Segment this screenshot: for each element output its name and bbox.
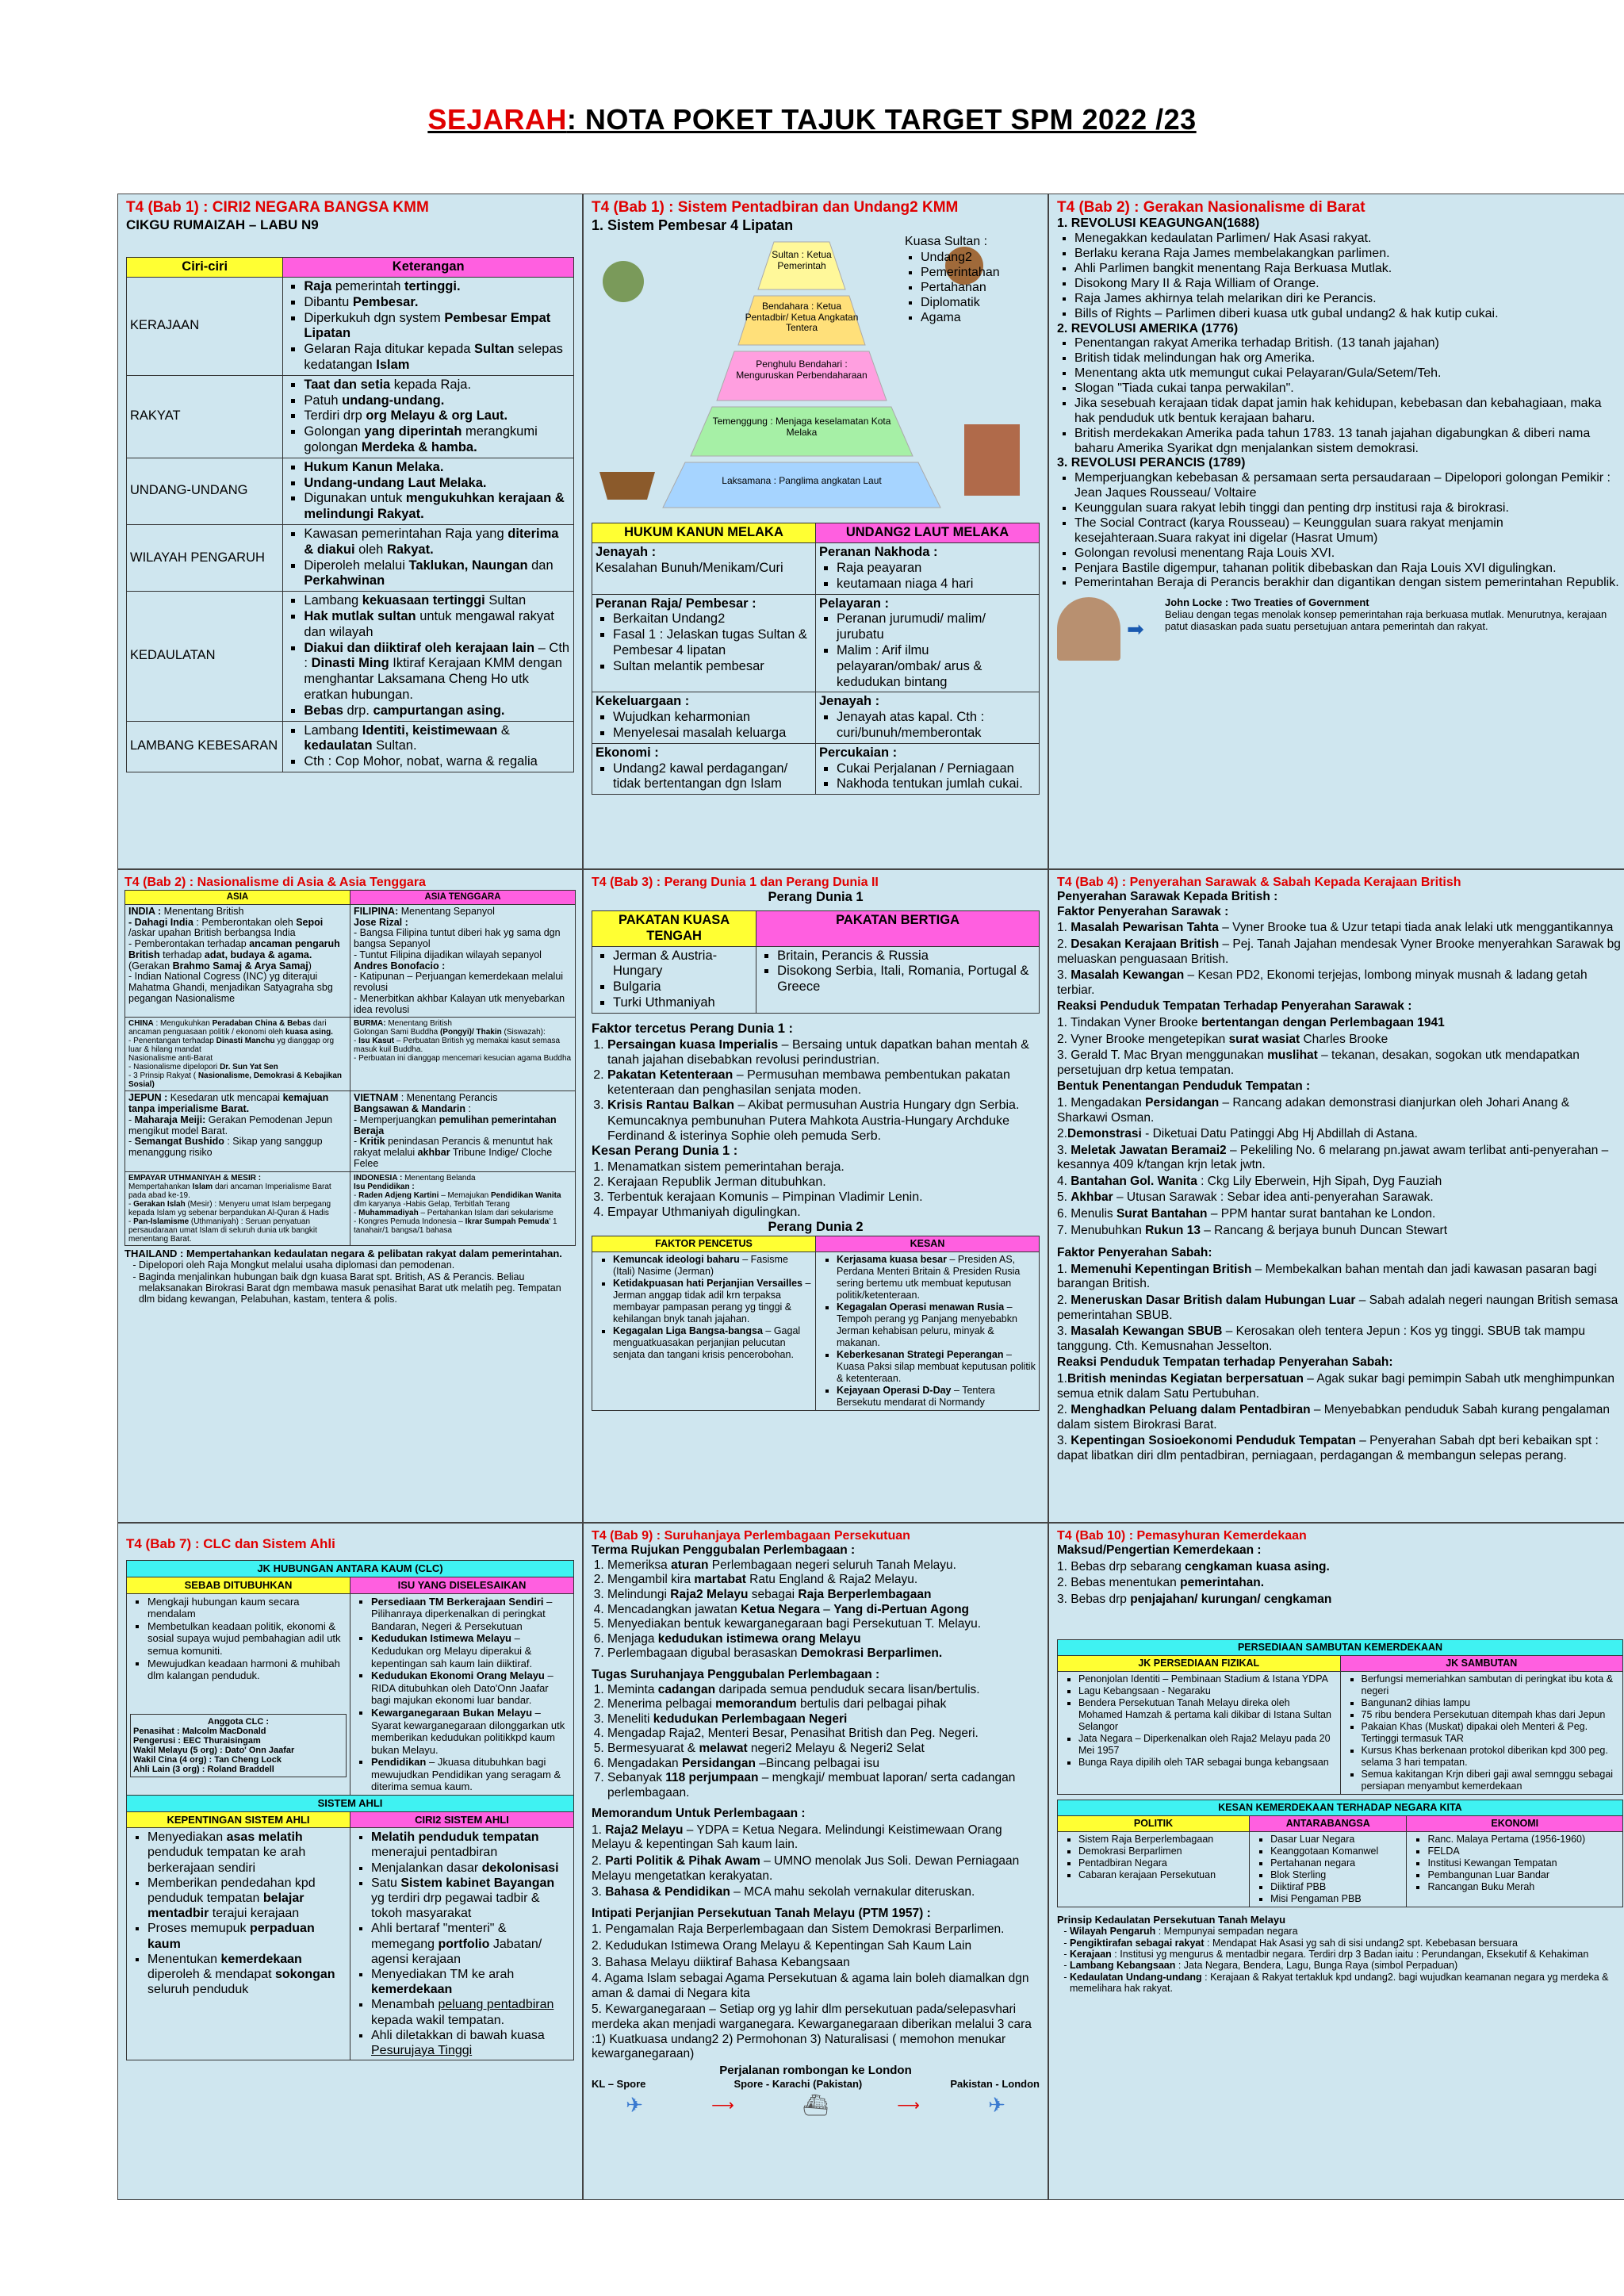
plane-icon: ✈	[988, 2093, 1005, 2118]
section-heading: T4 (Bab 3) : Perang Dunia 1 dan Perang Dunia II	[592, 876, 879, 889]
pyramid-label: Sultan : Ketua Pemerintah	[772, 249, 832, 271]
pyramid-label: Temenggung : Menjaga keselamatan Kota Melaka	[712, 416, 891, 438]
cell-perang-dunia: T4 (Bab 3) : Perang Dunia 1 dan Perang Dunia II Perang Dunia 1 PAKATAN KUASA TENGAH PAKATAN BERTIGA ▪ Jerman & Austria-Hungary ▪ Bulgaria ▪ Turki Uthmaniyah ▪ Britain, Perancis & Russia ▪ Disokong Serbia, Itali, Romania, Portugal & Greece Faktor tercetus Perang Dunia 1 : 1. Persaingan kuasa Imperialis – Bersaing untuk dapatkan bahan mentah & tanah jajahan disebabkan revolusi perindustrian. 2. Pakatan Ketenteraan – Permusuhan membawa pembentukan pakatan ketenteraan dan penghasilan senjata moden. 3. Krisis Rantau Balkan – Akibat permusuhan Austria Hungary dgn Serbia. Kemuncaknya pembunuhan Putera Mahkota Austria-Hungary Archduke Ferdinand & isterinya Sophie oleh pemuda Serb. Kesan Perang Dunia 1 : 1. Menamatkan sistem pemerintahan beraja. 2. Kerajaan Republik Jerman ditubuhkan. 3. Terbentuk kerajaan Komunis – Pimpinan Vladimir Lenin. 4. Empayar Uthmaniyah digulingkan. Perang Dunia 2 FAKTOR PENCETUS KESAN ▪ Kemuncak ideologi baharu – Fasisme (Itali) Nasime (Jerman) ▪ Ketidakpuasan hati Perjanjian Versailles – Jerman anggap tidak adil krn terpaksa membayar pampasan perang yg tinggi & kehilangan bnyk tanah jajahan. ▪ Kegagalan Liga Bangsa-bangsa – Gagal menguatkuasakan perjanjian pelucutan senjata dan tangani krisis pencerobohan. ▪ Kerjasama kuasa besar – Presiden AS, Perdana Menteri Britain & Presiden Rusia sering bertemu utk membuat keputusan politik/ketenteraan. ▪ Kegagalan Operasi menawan Rusia – Tempoh perang yg Panjang menyebabkn Jerman kehabisan peluru, minyak & makanan. ▪ Keberkesanan Strategi Peperangan – Kuasa Paksi silap membuat keputusan politik & ketenteraan. ▪ Kejayaan Operasi D-Day – Tentera Bersekutu mendarat di Normandy	[583, 869, 1048, 1523]
cell-nasionalisme-asia: T4 (Bab 2) : Nasionalisme di Asia & Asia Tenggara ASIA ASIA TENGGARA INDIA : Menentang British - Dahagi India : Pemberontakan oleh Sepoi /askar upahan British berbangsa India - Pemberontakan terhadap ancaman pengaruh British terhadap adat, budaya & agama. (Gerakan Brahmo Samaj & Arya Samaj) - Indian National Cogress (INC) yg diterajui Mahatma Ghandi, menjadikan Satyagraha sbg pegangan Nasionalisme FILIPINA: Menentang Sepanyol Jose Rizal : - Bangsa Filipina tuntut diberi hak yg sama dgn bangsa Sepanyol - Tuntut Filipina dijadikan wilayah sepanyol Andres Bonofacio : - Katipunan – Perjuangan kemerdekaan melalui revolusi - Menerbitkan akhbar Kalayan utk menyebarkan idea revolusi CHINA : Mengukuhkan Peradaban China & Bebas dari ancaman penguasaan politik / ekonomi oleh kuasa asing. - Penentangan terhadap Dinasti Manchu yg dianggap org luar & hilang mandat Nasionalisme anti-Barat - Nasionalisme dipelopori Dr. Sun Yat Sen - 3 Prinsip Rakyat ( Nasionalisme, Demokrasi & Kebajikan Sosial) BURMA: Menentang British Golongan Sami Buddha (Pongyi)/ Thakin (Siswazah): - Isu Kasut – Perbuatan British yg memakai kasut semasa masuk kuil Buddha. - Perbuatan ini dianggap mencemari kesucian agama Buddha JEPUN : Kesedaran utk mencapai kemajuan tanpa imperialisme Barat. - Maharaja Meiji: Gerakan Pemodenan Jepun mengikut model Barat. - Semangat Bushido : Sikap yang sanggup menanggung risiko VIETNAM : Menentang Perancis Bangsawan & Mandarin : - Memperjuangkan pemulihan pemerintahan Beraja - Kritik penindasan Perancis & menuntut hak rakyat melalui akhbar Tribune Indige/ Cloche Felee EMPAYAR UTHMANIYAH & MESIR : Mempertahankan Islam dari ancaman Imperialisme Barat pada abad ke-19. - Gerakan Islah (Mesir) : Menyeru umat Islam berpegang kepada Islam yg sebenar berpandukan Al-Quran & Hadis - Pan-Islamisme (Uthmaniyah) : Seruan penyatuan persaudaraan umat Islam di seluruh dunia utk bangkit menentang Barat. INDONESIA : Menentang Belanda Isu Pendidikan : - Raden Adjeng Kartini – Memajukan Pendidikan Wanita dlm karyanya -Habis Gelap, Terbitlah Terang - Muhammadiyah – Pertahankan Islam dari sekularisme - Kongres Pemuda Indonesia – Ikrar Sumpah Pemuda' 1 tanahair/1 bangsa/1 bahasa THAILAND : Mempertahankan kedaulatan negara & pelibatan rakyat dalam pemerintahan. - Dipelopori oleh Raja Mongkut melalui usaha diplomasi dan pemodenan. - Baginda menjalinkan hubungan baik dgn kuasa Barat spt. British, AS & Perancis. Beliau melaksanakan Birokrasi Barat dgn membawa masuk penasihat Barat utk melatih peg. Tempatan dlm bidang kewangan, Pelabuhan, kastam, tentera & polis.	[117, 869, 583, 1523]
pd2-table: FAKTOR PENCETUS KESAN ▪ Kemuncak ideologi baharu – Fasisme (Itali) Nasime (Jerman) ▪ Ketidakpuasan hati Perjanjian Versailles – Jerman anggap tidak adil krn terpaksa membayar pampasan perang yg tinggi & kehilangan bnyk tanah jajahan. ▪ Kegagalan Liga Bangsa-bangsa – Gagal menguatkuasakan perjanjian pelucutan senjata dan tangani krisis pencerobohan. ▪ Kerjasama kuasa besar – Presiden AS, Perdana Menteri Britain & Presiden Rusia sering bertemu utk membuat keputusan politik/ketenteraan. ▪ Kegagalan Operasi menawan Rusia – Tempoh perang yg Panjang menyebabkn Jerman kehabisan peluru, minyak & makanan. ▪ Keberkesanan Strategi Peperangan – Kuasa Paksi silap membuat keputusan politik & ketenteraan. ▪ Kejayaan Operasi D-Day – Tentera Bersekutu mendarat di Normandy	[592, 1236, 1040, 1411]
cell-nasionalisme-barat: T4 (Bab 2) : Gerakan Nasionalisme di Barat 1. REVOLUSI KEAGUNGAN(1688) ▪ Menegakkan kedaulatan Parlimen/ Hak Asasi rakyat. ▪ Berlaku kerana Raja James membelakangkan parlimen. ▪ Ahli Parlimen bangkit menentang Raja Berkuasa Mutlak. ▪ Disokong Mary II & Raja William of Orange. ▪ Raja James akhirnya telah melarikan diri ke Perancis. ▪ Bills of Rights – Parlimen diberi kuasa utk gubal undang2 & hak kutip cukai. 2. REVOLUSI AMERIKA (1776) ▪ Penentangan rakyat Amerika terhadap British. (13 tanah jajahan) ▪ British tidak melindungan hak org Amerika. ▪ Menentang akta utk memungut cukai Pelayaran/Gula/Setem/Teh. ▪ Slogan "Tiada cukai tanpa perwakilan". ▪ Jika sesebuah kerajaan tidak dapat jamin hak kehidupan, kebebasan dan kebahagiaan, maka hak penduduk utk bentuk kerajaan baharu. ▪ British merdekakan Amerika pada tahun 1783. 13 tanah jajahan digabungkan & diberi nama baharu Amerika Syarikat dgn menjalankan sistem demokrasi. 3. REVOLUSI PERANCIS (1789) ▪ Memperjuangkan kebebasan & persamaan serta persaudaraan – Dipelopori golongan Pemikir : Jean Jaques Rousseau/ Voltaire ▪ Keunggulan suara rakyat lebih tinggi dan penting drp institusi raja & birokrasi. ▪ The Social Contract (karya Rousseau) – Keunggulan suara rakyat menjamin kesejahteraan.Suara rakyat ini digelar (Hasrat Umum) ▪ Golongan revolusi menentang Raja Louis XVI. ▪ Penjara Bastile digempur, tahanan politik dibebaskan dan Raja Louis XVI digulingkan. ▪ Pemerintahan Beraja di Perancis berakhir dan digantikan dengan sistem pemerintahan Republik. ➡ John Locke : Two Treaties of Government Beliau dengan tegas menolak konsep pemerintahan raja berkuasa mutlak. Menurutnya, kerajaan patut diasaskan pada suatu persetujuan antara pemerintah dan rakyat.	[1048, 194, 1624, 869]
pakatan-table: PAKATAN KUASA TENGAH PAKATAN BERTIGA ▪ Jerman & Austria-Hungary ▪ Bulgaria ▪ Turki Uthmaniyah ▪ Britain, Perancis & Russia ▪ Disokong Serbia, Itali, Romania, Portugal & Greece	[592, 910, 1040, 1014]
ship-icon: ⛴	[802, 2093, 829, 2118]
pyramid-label: Penghulu Bendahari : Menguruskan Perbendaharaan	[736, 358, 868, 381]
notes-grid	[117, 194, 1624, 2200]
castle-icon	[964, 424, 1020, 496]
persediaan-table: PERSEDIAAN SAMBUTAN KEMERDEKAAN JK PERSEDIAAN FIZIKAL JK SAMBUTAN ▪ Penonjolan Identiti – Pembinaan Stadium & Istana YDPA ▪ Lagu Kebangsaan - Negaraku ▪ Bendera Persekutuan Tanah Melayu direka oleh Mohamed Hamzah & pertama kali dikibar di Istana Sultan Selangor ▪ Jata Negara – Diperkenalkan oleh Raja2 Melayu pada 20 Mei 1957 ▪ Bunga Raya dipilih oleh TAR sebagai bunga kebangsaan ▪ Berfungsi memeriahkan sambutan di peringkat ibu kota & negeri ▪ Bangunan2 dihias lampu ▪ 75 ribu bendera Persekutuan ditempah khas dari Jepun ▪ Pakaian Khas (Muskat) dipakai oleh Menteri & Peg. Tertinggi termasuk TAR ▪ Kursus Khas berkenaan protokol diberikan kpd 300 peg. selama 3 hari tempatan. ▪ Semua kakitangan Krjn diberi gaji awal semnggu sebagai persiapan menyambut kemerdekaan	[1057, 1639, 1623, 1795]
pyramid-label: Laksamana : Panglima angkatan Laut	[722, 475, 882, 487]
asia-table: ASIA ASIA TENGGARA INDIA : Menentang British - Dahagi India : Pemberontakan oleh Sepoi /askar upahan British berbangsa India - Pemberontakan terhadap ancaman pengaruh British terhadap adat, budaya & agama. (Gerakan Brahmo Samaj & Arya Samaj) - Indian National Cogress (INC) yg diterajui Mahatma Ghandi, menjadikan Satyagraha sbg pegangan Nasionalisme FILIPINA: Menentang Sepanyol Jose Rizal : - Bangsa Filipina tuntut diberi hak yg sama dgn bangsa Sepanyol - Tuntut Filipina dijadikan wilayah sepanyol Andres Bonofacio : - Katipunan – Perjuangan kemerdekaan melalui revolusi - Menerbitkan akhbar Kalayan utk menyebarkan idea revolusi CHINA : Mengukuhkan Peradaban China & Bebas dari ancaman penguasaan politik / ekonomi oleh kuasa asing. - Penentangan terhadap Dinasti Manchu yg dianggap org luar & hilang mandat Nasionalisme anti-Barat - Nasionalisme dipelopori Dr. Sun Yat Sen - 3 Prinsip Rakyat ( Nasionalisme, Demokrasi & Kebajikan Sosial) BURMA: Menentang British Golongan Sami Buddha (Pongyi)/ Thakin (Siswazah): - Isu Kasut – Perbuatan British yg memakai kasut semasa masuk kuil Buddha. - Perbuatan ini dianggap mencemari kesucian agama Buddha JEPUN : Kesedaran utk mencapai kemajuan tanpa imperialisme Barat. - Maharaja Meiji: Gerakan Pemodenan Jepun mengikut model Barat. - Semangat Bushido : Sikap yang sanggup menanggung risiko VIETNAM : Menentang Perancis Bangsawan & Mandarin : - Memperjuangkan pemulihan pemerintahan Beraja - Kritik penindasan Perancis & menuntut hak rakyat melalui akhbar Tribune Indige/ Cloche Felee EMPAYAR UTHMANIYAH & MESIR : Mempertahankan Islam dari ancaman Imperialisme Barat pada abad ke-19. - Gerakan Islah (Mesir) : Menyeru umat Islam berpegang kepada Islam yg sebenar berpandukan Al-Quran & Hadis - Pan-Islamisme (Uthmaniyah) : Seruan penyatuan persaudaraan umat Islam di seluruh dunia utk bangkit menentang Barat. INDONESIA : Menentang Belanda Isu Pendidikan : - Raden Adjeng Kartini – Memajukan Pendidikan Wanita dlm karyanya -Habis Gelap, Terbitlah Terang - Muhammadiyah – Pertahankan Islam dari sekularisme - Kongres Pemuda Indonesia – Ikrar Sumpah Pemuda' 1 tanahair/1 bangsa/1 bahasa	[124, 890, 576, 1245]
page-title: SEJARAH: NOTA POKET TAJUK TARGET SPM 2022 /23	[427, 103, 1197, 136]
john-locke-box: ➡ John Locke : Two Treaties of Government Beliau dengan tegas menolak konsep pemerintahan raja berkuasa mutlak. Menurutnya, kerajaan patut diasaskan pada suatu persetujuan antara pemerintah dan rakyat.	[1057, 597, 1623, 661]
cell-sarawak-sabah: T4 (Bab 4) : Penyerahan Sarawak & Sabah Kepada Kerajaan British Penyerahan Sarawak Kepada British : Faktor Penyerahan Sarawak : 1. Masalah Pewarisan Tahta – Vyner Brooke tua & Uzur tetapi tiada anak lelaki utk menggantikannya 2. Desakan Kerajaan British – Pej. Tanah Jajahan mendesak Vyner Brooke menyerahkan Sarawak bg meluaskan penguasaan British. 3. Masalah Kewangan – Kesan PD2, Ekonomi terjejas, lombong minyak musnah & ladang getah terbiar. Reaksi Penduduk Tempatan Terhadap Penyerahan Sarawak : 1. Tindakan Vyner Brooke bertentangan dengan Perlembagaan 1941 2. Vyner Brooke mengetepikan surat wasiat Charles Brooke 3. Gerald T. Mac Bryan menggunakan muslihat – tekanan, desakan, sogokan utk mendapatkan persetujuan drp ketua tempatan. Bentuk Penentangan Penduduk Tempatan : 1. Mengadakan Persidangan – Rancang adakan demonstrasi dianjurkan oleh Johari Anang & Sharkawi Osman. 2.Demonstrasi - Diketuai Datu Patinggi Abg Hj Abdillah di Astana. 3. Meletak Jawatan Beramai2 – Pekeliling No. 6 melarang pn.jawat awam terlibat anti-penyerahan – kesannya 409 k/tangan krjn letak jwtn. 4. Bantahan Gol. Wanita : Ckg Lily Eberwein, Hjh Sipah, Dyg Fauziah 5. Akhbar – Utusan Sarawak : Sebar idea anti-penyerahan Sarawak. 6. Menulis Surat Bantahan – PPM hantar surat bantahan ke London. 7. Menubuhkan Rukun 13 – Rancang & berjaya bunuh Duncan Stewart Faktor Penyerahan Sabah: 1. Memenuhi Kepentingan British – Membekalkan bahan mentah dan jadi kawasan pasaran bagi barangan British. 2. Meneruskan Dasar British dalam Hubungan Luar – Sabah adalah negeri naungan British semasa pemerintahan SBUB. 3. Masalah Kewangan SBUB – Kerosakan oleh tentera Jepun : Kos yg tinggi. SBUB tak mampu tanggung. Cth. Kemusnahan Jesselton. Reaksi Penduduk Tempatan terhadap Penyerahan Sabah: 1.British menindas Kegiatan berpersatuan – Agak sukar bagi pemimpin Sabah utk menghimpunkan semua etnik dalam Satu Pertubuhan. 2. Menghadkan Peluang dalam Pentadbiran – Menyebabkan penduduk Sabah kurang pengalaman dalam sistem Birokrasi Barat. 3. Kepentingan Sosioekonomi Penduduk Tempatan – Penyerahan Sabah dpt beri kebaikan spt : dapat libatkan diri dlm pentadbiran, perniagaan, perdagangan & membangun selepas perang.	[1048, 869, 1624, 1523]
pyramid-label: Bendahara : Ketua Pentadbir/ Ketua Angkatan Tentera	[745, 301, 859, 333]
ship-icon	[599, 472, 655, 500]
journey-icons	[592, 2093, 1040, 2118]
cell-ciri-negara-bangsa	[117, 194, 583, 869]
section-heading: T4 (Bab 10) : Pemasyhuran Kemerdekaan	[1057, 1529, 1307, 1543]
arrow-right-icon: ⟶	[711, 2096, 734, 2114]
clc-table: JK HUBUNGAN ANTARA KAUM (CLC) SEBAB DITUBUHKAN ISU YANG DISELESAIKAN ▪ Mengkaji hubungan kaum secara mendalam ▪ Membetulkan keadaan politik, ekonomi & sosial supaya wujud pembahagian adil utk semua komuniti. ▪ Mewujudkan keadaan harmoni & muhibah dlm kalangan penduduk. Anggota CLC : Penasihat : Malcolm MacDonald Pengerusi : EEC Thuraisingam Wakil Melayu (5 org) : Dato' Onn Jaafar Wakil Cina (4 org) : Tan Cheng Lock Ahli Lain (3 org) : Roland Braddell ▪ Persediaan TM Berkerajaan Sendiri – Pilihanraya diperkenalkan di peringkat Bandaran, Negeri & Persekutuan ▪ Kedudukan Istimewa Melayu – Kedudukan org Melayu diperakui & kepentingan sah kaum lain diiktiraf. ▪ Kedudukan Ekonomi Orang Melayu – RIDA ditubuhkan oleh Dato'Onn Jaafar bagi majukan ekonomi luar bandar. ▪ Kewarganegaraan Bukan Melayu – Syarat kewarganegaraan dilonggarkan utk memberikan kedudukan politikkpd kaum bukan Melayu. ▪ Pendidikan – Jkuasa ditubuhkan bagi mewujudkan Pendidikan yang seragam & diterima semua kaum. SISTEM AHLI KEPENTINGAN SISTEM AHLI CIRI2 SISTEM AHLI ▪ Menyediakan asas melatih penduduk tempatan ke arah berkerajaan sendiri ▪ Memberikan pendedahan kpd penduduk tempatan belajar mentadbir terajui kerajaan ▪ Proses memupuk perpaduan kaum ▪ Menentukan kemerdekaan diperoleh & mendapat sokongan seluruh penduduk ▪ Melatih penduduk tempatan menerajui pentadbiran ▪ Menjalankan dasar dekolonisasi ▪ Satu Sistem kabinet Bayangan yg terdiri drp pegawai tadbir & tokoh masyarakat ▪ Ahli bertaraf "menteri" & memegang portfolio Jabatan/ agensi kerajaan ▪ Menyediakan TM ke arah kemerdekaan ▪ Menambah peluang pentadbiran kepada wakil tempatan. ▪ Ahli diletakkan di bawah kuasa Pesurujaya Tinggi	[126, 1560, 574, 2060]
section-heading: T4 (Bab 2) : Nasionalisme di Asia & Asia Tenggara	[124, 876, 426, 889]
arrow-right-icon: ⟶	[897, 2096, 920, 2114]
arrow-right-icon: ➡	[1127, 616, 1144, 641]
undang-table: HUKUM KANUN MELAKA UNDANG2 LAUT MELAKA Jenayah : Kesalahan Bunuh/Menikam/Curi Peranan Nakhoda : ▪ Raja peayaran ▪ keutamaan niaga 4 hari Peranan Raja/ Pembesar : ▪ Berkaitan Undang2 ▪ Fasal 1 : Jelaskan tugas Sultan & Pembesar 4 lipatan ▪ Sultan melantik pembesar Pelayaran : ▪ Peranan jurumudi/ malim/ jurubatu ▪ Malim : Arif ilmu pelayaran/ombak/ arus & kedudukan bintang Kekeluargaan : ▪ Wujudkan keharmonian ▪ Menyelesai masalah keluarga Jenayah : ▪ Jenayah atas kapal. Cth : curi/bunuh/memberontak Ekonomi : ▪ Undang2 kawal perdagangan/ tidak bertentangan dgn Islam Percukaian : ▪ Cukai Perjalanan / Perniagaan ▪ Nakhoda tentukan jumlah cukai.	[592, 523, 1040, 795]
author: CIKGU RUMAIZAH – LABU N9	[126, 217, 319, 232]
kuasa-sultan: Kuasa Sultan : ▪ Undang2 ▪ Pemerintahan ▪ Pertahanan ▪ Diplomatik ▪ Agama	[905, 234, 1000, 325]
section-heading: T4 (Bab 7) : CLC dan Sistem Ahli	[126, 1536, 335, 1551]
subheading: 1. Sistem Pembesar 4 Lipatan	[592, 217, 794, 233]
cell-suruhanjaya: T4 (Bab 9) : Suruhanjaya Perlembagaan Persekutuan Terma Rujukan Penggubalan Perlembagaan : 1. Memeriksa aturan Perlembagaan negeri seluruh Tanah Melayu. 2. Mengambil kira martabat Ratu England & Raja2 Melayu. 3. Melindungi Raja2 Melayu sebagai Raja Berperlembagaan 4. Mencadangkan jawatan Ketua Negara – Yang di-Pertuan Agong 5. Menyediakan bentuk kewarganegaraan bagi Persekutuan T. Melayu. 6. Menjaga kedudukan istimewa orang Melayu 7. Perlembagaan digubal berasaskan Demokrasi Berparlimen. Tugas Suruhanjaya Penggubalan Perlembagaan : 1. Meminta cadangan daripada semua penduduk secara lisan/bertulis. 2. Menerima pelbagai memorandum bertulis dari pelbagai pihak 3. Meneliti kedudukan Perlembagaan Negeri 4. Mengadap Raja2, Menteri Besar, Penasihat British dan Peg. Negeri. 5. Bermesyuarat & melawat negeri2 Melayu & Negeri2 Selat 6. Mengadakan Persidangan –Bincang pelbagai isu 7. Sebanyak 118 perjumpaan – mengkaji/ membuat laporan/ serta cadangan perlembagaan. Memorandum Untuk Perlembagaan : 1. Raja2 Melayu – YDPA = Ketua Negara. Melindungi Keistimewaan Orang Melayu & kepentingan Sah kaum lain. 2. Parti Politik & Pihak Awam – UMNO menolak Jus Soli. Dewan Perniagaan Melayu mengetatkan kerakyatan. 3. Bahasa & Pendidikan – MCA mahu sekolah vernakular diteruskan. Intipati Perjanjian Persekutuan Tanah Melayu (PTM 1957) : 1. Pengamalan Raja Berperlembagaan dan Sistem Demokrasi Berparlimen. 2. Kedudukan Istimewa Orang Melayu & Kepentingan Sah Kaum Lain 3. Bahasa Melayu diiktiraf Bahasa Kebangsaan 4. Agama Islam sebagai Agama Persekutuan & agama lain boleh diamalkan dgn aman & damai di Negara kita 5. Kewarganegaraan – Setiap org yg lahir dlm persekutuan pada/selepasvhari merdeka akan menjadi warganegara. Kewarganegaraan diberikan melalui 3 cara :1) Kuatkuasa undang2 2) Permohonan 3) Naturalisasi ( memohon menukar kewarganegaraan) Perjalanan rombongan ke London KL – Spore Spore - Karachi (Pakistan) Pakistan - London ✈ ⟶ ⛴ ⟶ ✈	[583, 1523, 1048, 2200]
section-heading: T4 (Bab 1) : Sistem Pentadbiran dan Undang2 KMM	[592, 199, 959, 216]
kesan-table: KESAN KEMERDEKAAN TERHADAP NEGARA KITA POLITIK ANTARABANGSA EKONOMI ▪ Sistem Raja Berperlembagaan ▪ Demokrasi Berparlimen ▪ Pentadbiran Negara ▪ Cabaran kerajaan Persekutuan ▪ Dasar Luar Negara ▪ Keanggotaan Komanwel ▪ Pertahanan negara ▪ Blok Sterling ▪ Diiktiraf PBB ▪ Misi Pengaman PBB ▪ Ranc. Malaya Pertama (1956-1960) ▪ FELDA ▪ Institusi Kewangan Tempatan ▪ Pembangunan Luar Bandar ▪ Rancangan Buku Merah	[1057, 1800, 1623, 1907]
section-heading: T4 (Bab 1) : CIRI2 NEGARA BANGSA KMM	[126, 199, 429, 216]
section-heading: T4 (Bab 9) : Suruhanjaya Perlembagaan Persekutuan	[592, 1529, 910, 1543]
cell-sistem-pentadbiran	[583, 194, 1048, 869]
cell-clc-sistem-ahli	[117, 1523, 583, 2200]
section-heading: T4 (Bab 2) : Gerakan Nasionalisme di Barat	[1057, 199, 1365, 216]
plane-icon: ✈	[626, 2093, 643, 2118]
john-locke-portrait-icon	[1057, 597, 1120, 661]
cell-kemerdekaan: T4 (Bab 10) : Pemasyhuran Kemerdekaan Maksud/Pengertian Kemerdekaan : 1. Bebas drp sebarang cengkaman kuasa asing. 2. Bebas menentukan pemerintahan. 3. Bebas drp penjajahan/ kurungan/ cengkaman PERSEDIAAN SAMBUTAN KEMERDEKAAN JK PERSEDIAAN FIZIKAL JK SAMBUTAN ▪ Penonjolan Identiti – Pembinaan Stadium & Istana YDPA ▪ Lagu Kebangsaan - Negaraku ▪ Bendera Persekutuan Tanah Melayu direka oleh Mohamed Hamzah & pertama kali dikibar di Istana Sultan Selangor ▪ Jata Negara – Diperkenalkan oleh Raja2 Melayu pada 20 Mei 1957 ▪ Bunga Raya dipilih oleh TAR sebagai bunga kebangsaan ▪ Berfungsi memeriahkan sambutan di peringkat ibu kota & negeri ▪ Bangunan2 dihias lampu ▪ 75 ribu bendera Persekutuan ditempah khas dari Jepun ▪ Pakaian Khas (Muskat) dipakai oleh Menteri & Peg. Tertinggi termasuk TAR ▪ Kursus Khas berkenaan protokol diberikan kpd 300 peg. selama 3 hari tempatan. ▪ Semua kakitangan Krjn diberi gaji awal semnggu sebagai persiapan menyambut kemerdekaan KESAN KEMERDEKAAN TERHADAP NEGARA KITA POLITIK ANTARABANGSA EKONOMI ▪ Sistem Raja Berperlembagaan ▪ Demokrasi Berparlimen ▪ Pentadbiran Negara ▪ Cabaran kerajaan Persekutuan ▪ Dasar Luar Negara ▪ Keanggotaan Komanwel ▪ Pertahanan negara ▪ Blok Sterling ▪ Diiktiraf PBB ▪ Misi Pengaman PBB ▪ Ranc. Malaya Pertama (1956-1960) ▪ FELDA ▪ Institusi Kewangan Tempatan ▪ Pembangunan Luar Bandar ▪ Rancangan Buku Merah Prinsip Kedaulatan Persekutuan Tanah Melayu - Wilayah Pengaruh : Mempunyai sempadan negara - Pengiktirafan sebagai rakyat : Mendapat Hak Asasi yg sah di sisi undang2 spt. Kebebasan bersuara - Kerajaan : Institusi yg mengurus & mentadbir negara. Terdiri drp 3 Badan iaitu : Perundangan, Eksekutif & Kehakiman - Lambang Kebangsaan : Jata Negara, Bendera, Lagu, Bunga Raya (simbol Perpaduan) - Kedaulatan Undang-undang : Kerajaan & Rakyat tertakluk kpd undang2. bagi wujudkan keamanan negara yg merdeka & memelihara hak rakyat.	[1048, 1523, 1624, 2200]
section-heading: T4 (Bab 4) : Penyerahan Sarawak & Sabah Kepada Kerajaan British	[1057, 876, 1461, 889]
pyramid-area	[592, 234, 1040, 519]
figure-left-icon	[603, 261, 644, 302]
ciri-table: Ciri-ciri Keterangan KERAJAAN ▪ Raja pemerintah tertinggi. ▪ Dibantu Pembesar. ▪ Diperkukuh dgn system Pembesar Empat Lipatan ▪ Gelaran Raja ditukar kepada Sultan selepas kedatangan Islam RAKYAT ▪ Taat dan setia kepada Raja. ▪ Patuh undang-undang. ▪ Terdiri drp org Melayu & org Laut. ▪ Golongan yang diperintah merangkumi golongan Merdeka & hamba. UNDANG-UNDANG ▪ Hukum Kanun Melaka. ▪ Undang-undang Laut Melaka. ▪ Digunakan untuk mengukuhkan kerajaan & melindungi Rakyat. WILAYAH PENGARUH ▪ Kawasan pemerintahan Raja yang diterima & diakui oleh Rakyat. ▪ Diperoleh melalui Taklukan, Naungan dan Perkahwinan KEDAULATAN ▪ Lambang kekuasaan tertinggi Sultan ▪ Hak mutlak sultan untuk mengawal rakyat dan wilayah ▪ Diakui dan diiktiraf oleh kerajaan lain – Cth : Dinasti Ming Iktiraf Kerajaan KMM dengan menghantar Laksamana Cheng Ho utk eratkan hubungan. ▪ Bebas drp. campurtangan asing. LAMBANG KEBESARAN ▪ Lambang Identiti, keistimewaan & kedaulatan Sultan. ▪ Cth : Cop Mohor, nobat, warna & regalia	[126, 257, 574, 772]
